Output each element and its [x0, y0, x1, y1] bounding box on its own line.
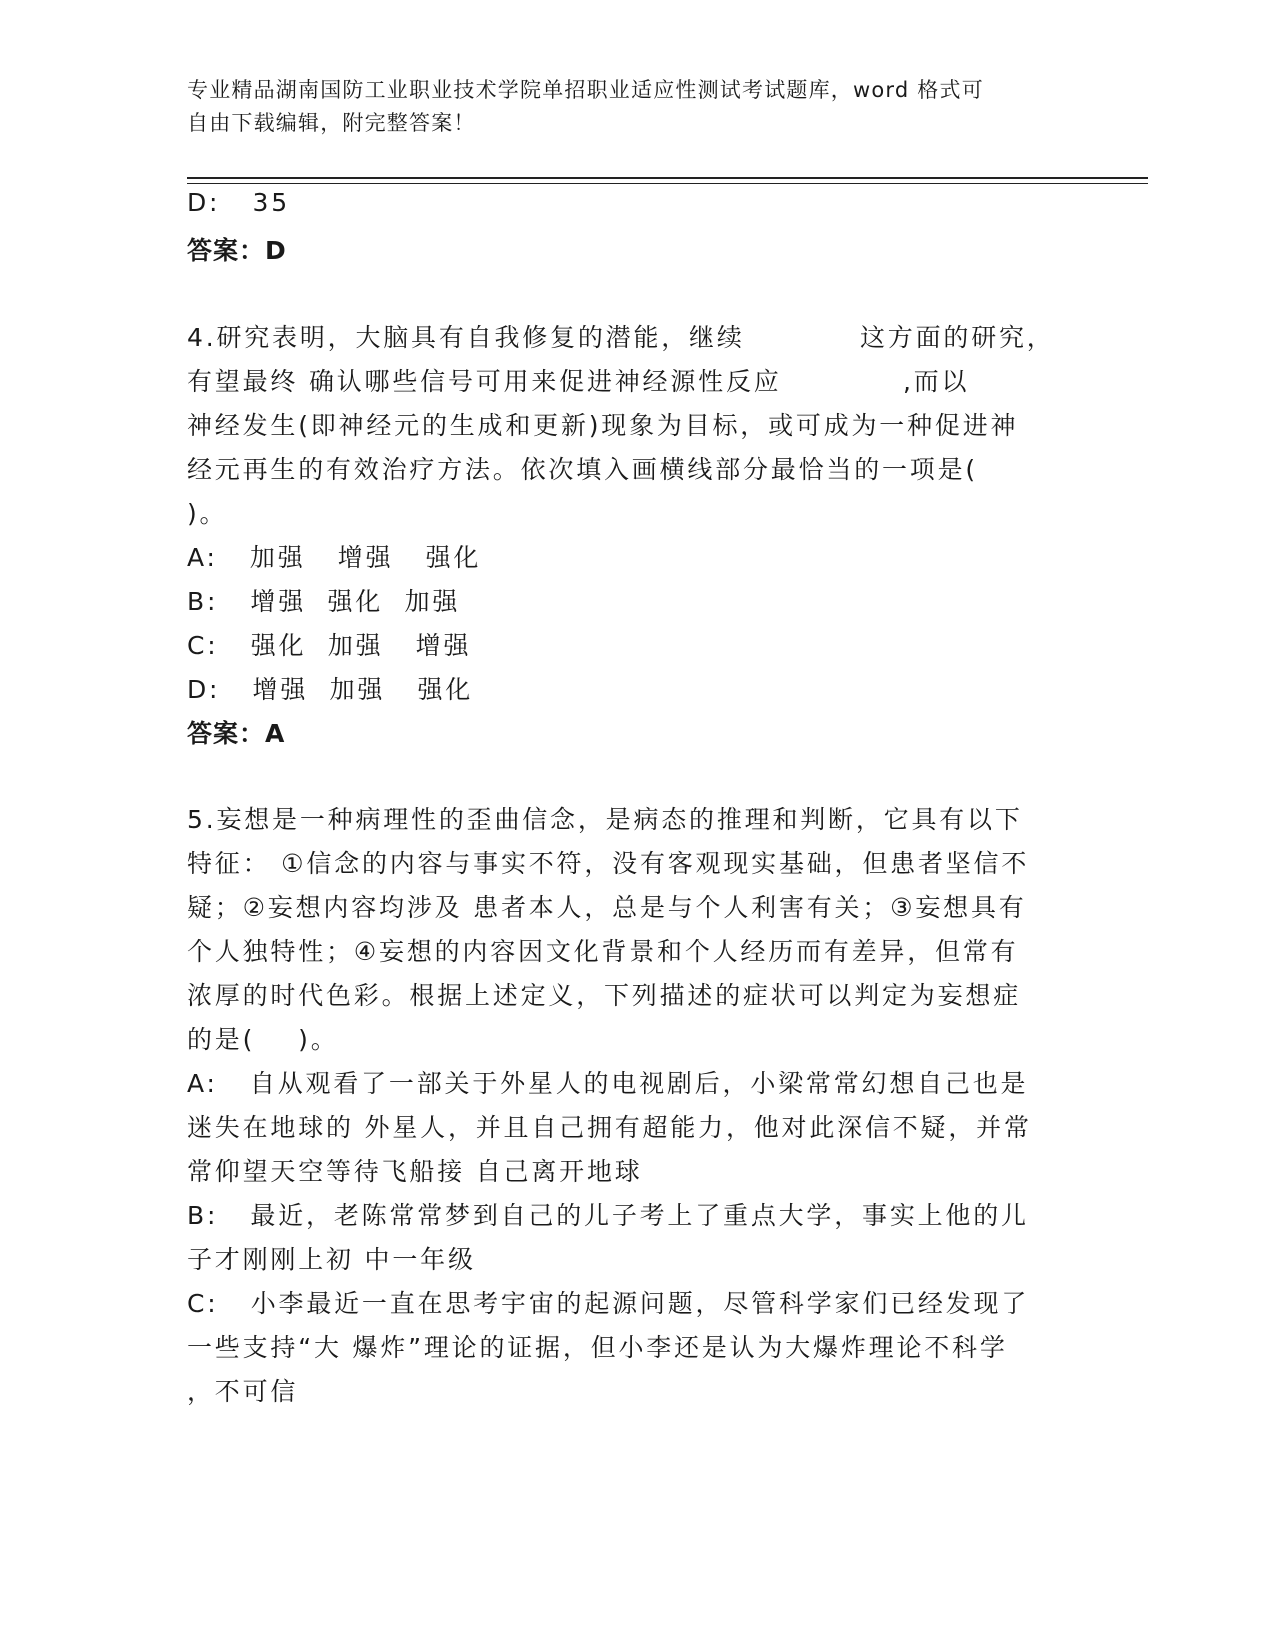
q5-line-6: 的是( )。 [187, 1025, 339, 1054]
q5-option-a-line-3: 常仰望天空等待飞船接 自己离开地球 [187, 1157, 643, 1186]
q5-option-b-line-2: 子才刚刚上初 中一年级 [187, 1245, 476, 1274]
q5-option-a-line-1: A: 自从观看了一部关于外星人的电视剧后，小梁常常幻想自己也是 [187, 1069, 1029, 1098]
q5-line-2: 特征： ①信念的内容与事实不符，没有客观现实基础，但患者坚信不 [187, 849, 1030, 878]
q4-line-3: 神经发生(即神经元的生成和更新)现象为目标，或可成为一种促进神 [187, 411, 1019, 440]
q5-option-c-line-1: C: 小李最近一直在思考宇宙的起源问题，尽管科学家们已经发现了 [187, 1289, 1030, 1318]
page-header [187, 74, 1087, 140]
q5-line-5: 浓厚的时代色彩。根据上述定义，下列描述的症状可以判定为妄想症 [187, 981, 1022, 1010]
q5-option-c-line-3: ，不可信 [187, 1377, 299, 1406]
q5-option-a-line-2: 迷失在地球的 外星人，并且自己拥有超能力，他对此深信不疑，并常 [187, 1113, 1032, 1142]
header-line-2: 自由下载编辑，附完整答案！ [187, 111, 476, 135]
header-line-1: 专业精品湖南国防工业职业技术学院单招职业适应性测试考试题库，word 格式可 [187, 78, 984, 102]
q4-line-5: )。 [187, 499, 228, 528]
q4-option-c: C: 强化 加强 增强 [187, 631, 472, 660]
q4-option-b: B: 增强 强化 加强 [187, 587, 461, 616]
header-rule-thick [187, 177, 1148, 179]
q5-line-3: 疑；②妄想内容均涉及 患者本人，总是与个人利害有关；③妄想具有 [187, 893, 1027, 922]
q4-option-d: D: 增强 加强 强化 [187, 675, 474, 704]
q3-answer: 答案：D [187, 236, 287, 265]
q3-option-d: D: 35 [187, 188, 290, 217]
q4-option-a: A: 加强 增强 强化 [187, 543, 482, 572]
q4-line-2b: ,而以 [903, 367, 970, 396]
q5-option-c-line-2: 一些支持“大 爆炸”理论的证据，但小李还是认为大爆炸理论不科学 [187, 1333, 1008, 1362]
q4-line-1a: 4.研究表明，大脑具有自我修复的潜能，继续 [187, 323, 745, 352]
q4-line-2a: 有望最终 确认哪些信号可用来促进神经源性反应 [187, 367, 782, 396]
q5-line-1: 5.妄想是一种病理性的歪曲信念，是病态的推理和判断，它具有以下 [187, 805, 1023, 834]
header-rule-thin [187, 183, 1148, 184]
q5-line-4: 个人独特性；④妄想的内容因文化背景和个人经历而有差异，但常有 [187, 937, 1019, 966]
q4-line-1b: 这方面的研究， [860, 323, 1055, 352]
q4-answer: 答案：A [187, 719, 286, 748]
q4-line-4: 经元再生的有效治疗方法。依次填入画横线部分最恰当的一项是( [187, 455, 978, 484]
q5-option-b-line-1: B: 最近，老陈常常梦到自己的儿子考上了重点大学，事实上他的儿 [187, 1201, 1029, 1230]
